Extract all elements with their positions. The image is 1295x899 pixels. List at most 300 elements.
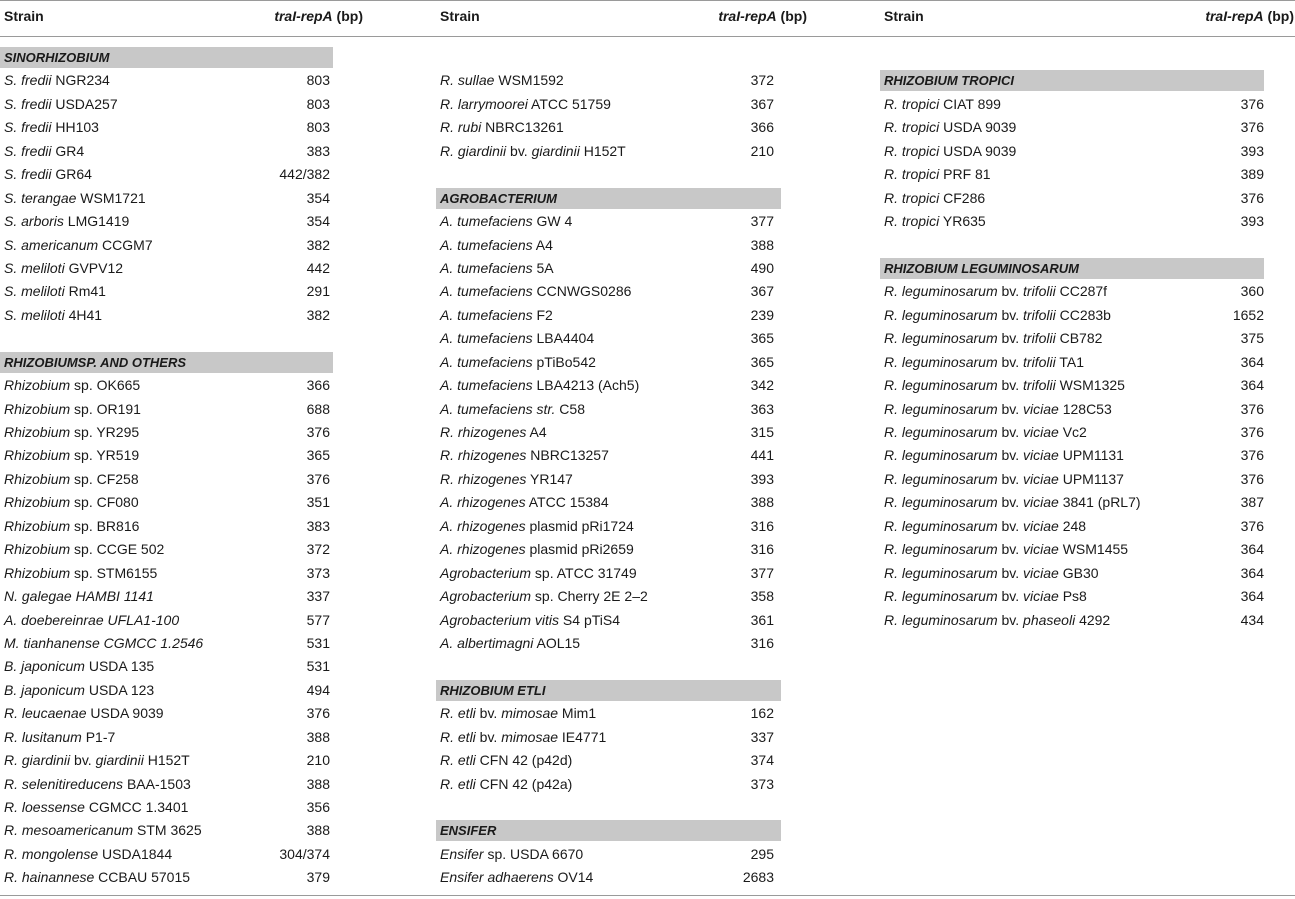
strain-id: Mim1: [558, 705, 597, 722]
strain-name: [4, 491, 139, 514]
strain-name: [440, 515, 634, 538]
strain-name: [884, 351, 1084, 374]
length-value: 803: [306, 72, 330, 89]
length-value: 316: [750, 517, 774, 534]
length-value: 337: [306, 588, 330, 605]
table-row: [436, 69, 807, 92]
strain-id: 128C53: [1058, 400, 1112, 417]
strain-italic: A. tumefaciens: [440, 236, 533, 253]
section-header: [0, 46, 363, 69]
strain-name: [440, 327, 594, 350]
length-value: 441: [750, 447, 774, 464]
length-value: 388: [306, 775, 330, 792]
column-rows: [436, 46, 807, 890]
table-row: [880, 163, 1294, 186]
table-row: [0, 210, 363, 233]
strain-italic: A. tumefaciens: [440, 306, 533, 323]
length-value: 304/374: [279, 845, 330, 862]
section-title: ENSIFER: [436, 820, 781, 841]
strain-name: [4, 515, 139, 538]
strain-name: [440, 562, 637, 585]
length-value: 531: [306, 634, 330, 651]
length-value: 393: [750, 470, 774, 487]
strain-text: LBA4213 (Ach5): [532, 377, 640, 394]
length-header: traI-repA (bp): [718, 8, 807, 24]
strain-name: [4, 843, 172, 866]
strain-italic: R. loessense: [4, 799, 85, 815]
strain-text: bv.: [997, 377, 1024, 394]
strain-text: bv.: [997, 588, 1024, 605]
length-value: 364: [1240, 377, 1264, 394]
strain-name: [884, 515, 1086, 538]
strain-name: [4, 234, 153, 257]
strain-italic: R. leguminosarum: [884, 353, 998, 370]
table-row: [436, 116, 807, 139]
section-header: [436, 187, 807, 210]
length-value: 364: [1240, 588, 1264, 605]
strain-id: 4292: [1075, 611, 1111, 628]
strain-name: [440, 749, 572, 772]
strain-italic: Agrobacterium: [440, 564, 532, 581]
strain-name: [4, 421, 139, 444]
strain-text: HH103: [51, 119, 99, 136]
strain-name: [884, 327, 1102, 350]
table-row: [436, 702, 807, 725]
table-row: [880, 491, 1294, 514]
length-value: 377: [750, 213, 774, 230]
table-row: [436, 140, 807, 163]
strain-text: sp. STM6155: [70, 564, 158, 581]
strain-italic: R. selenitireducens: [4, 775, 124, 792]
strain-text: NBRC13257: [526, 447, 609, 464]
strain-biovar: mimosae: [501, 705, 559, 722]
table-row: [880, 468, 1294, 491]
strain-text: bv.: [997, 424, 1024, 440]
length-value: 210: [306, 752, 330, 769]
strain-text: CF286: [939, 189, 986, 206]
length-value: 393: [1240, 142, 1264, 159]
strain-id: CB782: [1055, 330, 1103, 347]
column-header: [880, 8, 1294, 28]
strain-name: [440, 210, 572, 233]
strain-name: [4, 609, 179, 632]
table-row: [436, 866, 807, 889]
strain-text: bv.: [997, 541, 1024, 558]
strain-italic: R. tropici: [884, 213, 940, 230]
strain-text: WSM1592: [494, 72, 564, 89]
strain-italic: R. leguminosarum: [884, 424, 998, 440]
strain-name: [884, 538, 1128, 561]
table-row: [880, 562, 1294, 585]
length-value: 688: [306, 400, 330, 417]
strain-id: TA1: [1055, 353, 1084, 370]
column-rows: [0, 46, 363, 890]
table-row: [880, 538, 1294, 561]
length-header: traI-repA (bp): [1205, 8, 1294, 24]
section-header: [436, 679, 807, 702]
strain-italic: A. rhizogenes: [440, 517, 526, 534]
table-row: [880, 280, 1294, 303]
strain-name: [440, 538, 634, 561]
strain-id: UPM1137: [1058, 470, 1124, 487]
strain-italic: Rhizobium: [4, 494, 71, 511]
strain-italic: S. fredii: [4, 95, 52, 112]
length-value: 377: [750, 564, 774, 581]
strain-name: [4, 69, 110, 92]
strain-italic: R. leguminosarum: [884, 447, 998, 464]
strain-name: [4, 116, 99, 139]
strain-name: [884, 609, 1110, 632]
strain-name: [4, 398, 141, 421]
strain-italic: S. fredii: [4, 72, 52, 89]
strain-name: [440, 632, 580, 655]
strain-text: USDA257: [51, 95, 118, 112]
strain-name: [4, 702, 164, 725]
table-row: [0, 234, 363, 257]
strain-name: [884, 374, 1125, 397]
table-row: [880, 140, 1294, 163]
strain-text: F2: [532, 306, 553, 323]
length-value: 376: [1240, 470, 1264, 487]
strain-text: sp. OK665: [70, 377, 141, 394]
strain-name: [4, 632, 203, 655]
length-value: 366: [750, 119, 774, 136]
strain-italic: R. etli: [440, 775, 476, 792]
strain-name: [4, 585, 154, 608]
strain-name: [884, 304, 1111, 327]
table-row: [880, 444, 1294, 467]
length-value: 383: [306, 142, 330, 159]
strain-id: WSM1325: [1055, 377, 1125, 394]
strain-italic: A. tumefaciens: [440, 259, 533, 276]
strain-text: P1-7: [81, 728, 116, 745]
strain-biovar: trifolii: [1023, 283, 1056, 300]
strain-name: [440, 374, 639, 397]
strain-name: [884, 93, 1001, 116]
strain-id: CC287f: [1055, 283, 1108, 300]
strain-id: H152T: [143, 752, 190, 769]
strain-text: WSM1721: [76, 189, 146, 206]
strain-biovar: trifolii: [1023, 306, 1056, 323]
length-value: 2683: [742, 869, 774, 886]
table-row: [0, 866, 363, 889]
strain-name: [440, 140, 626, 163]
strain-italic: R. tropici: [884, 142, 940, 159]
strain-italic: R. rhizogenes: [440, 424, 527, 440]
length-value: 162: [750, 705, 774, 722]
strain-italic: R. rhizogenes: [440, 470, 527, 487]
section-header: [880, 69, 1294, 92]
strain-text: bv.: [997, 447, 1024, 464]
strain-text: GR4: [51, 142, 85, 159]
strain-text: STM 3625: [133, 822, 202, 839]
strain-italic: Rhizobium: [4, 377, 71, 394]
strain-name: [4, 819, 202, 842]
column-header: [0, 8, 363, 28]
strain-name: [440, 234, 553, 257]
strain-id: Vc2: [1058, 424, 1087, 440]
table-row: [0, 726, 363, 749]
table-row: [436, 585, 807, 608]
table-row: [880, 515, 1294, 538]
strain-text: CCBAU 57015: [94, 869, 191, 886]
strain-italic: R. etli: [440, 728, 476, 745]
table-row: [436, 749, 807, 772]
strain-text: sp. OR191: [70, 400, 141, 417]
strain-name: [4, 257, 123, 280]
strain-biovar: viciae: [1023, 541, 1059, 558]
strain-text: USDA1844: [98, 845, 173, 862]
strain-italic: R. hainannese: [4, 869, 95, 886]
strain-name: [440, 421, 547, 444]
section-title: RHIZOBIUMSP. AND OTHERS: [0, 352, 333, 373]
length-value: 376: [306, 470, 330, 487]
length-value: 364: [1240, 564, 1264, 581]
strain-name: [440, 585, 648, 608]
strain-italic: S. terangae: [4, 189, 77, 206]
strain-italic: R. tropici: [884, 95, 940, 112]
header-rule: [0, 36, 1295, 37]
length-value: 376: [1240, 119, 1264, 136]
strain-text: BAA-1503: [123, 775, 191, 792]
strain-text: bv.: [997, 353, 1024, 370]
table-row: [0, 187, 363, 210]
length-value: 316: [750, 541, 774, 558]
length-value: 490: [750, 259, 774, 276]
top-rule: [0, 0, 1295, 1]
strain-italic: M. tianhanense CGMCC 1.2546: [4, 634, 204, 651]
strain-biovar: viciae: [1023, 517, 1059, 534]
length-value: 379: [306, 869, 330, 886]
table-row: [0, 468, 363, 491]
table-row: [880, 116, 1294, 139]
length-value: 367: [750, 95, 774, 112]
table-row: [436, 93, 807, 116]
strain-name: [884, 562, 1099, 585]
strain-italic: S. arboris: [4, 213, 64, 230]
strain-italic: B. japonicum: [4, 681, 85, 698]
table-row: [436, 444, 807, 467]
length-value: 376: [306, 705, 330, 722]
strain-italic: S. fredii: [4, 142, 52, 159]
length-value: 376: [1240, 424, 1264, 440]
strain-text: bv.: [70, 752, 96, 769]
table-row: [436, 210, 807, 233]
strain-text: NGR234: [51, 72, 110, 89]
table-row: [436, 726, 807, 749]
spacer: [436, 796, 807, 819]
strain-id: H152T: [579, 142, 626, 159]
strain-italic: Rhizobium: [4, 470, 71, 487]
strain-italic: R. leucaenae: [4, 705, 87, 722]
table-row: [0, 398, 363, 421]
length-value: 365: [750, 330, 774, 347]
strain-text: USDA 9039: [86, 705, 164, 722]
length-value: 315: [750, 424, 774, 440]
length-value: 365: [750, 353, 774, 370]
strain-name: [440, 726, 606, 749]
section-header: [436, 819, 807, 842]
length-value: 442/382: [279, 166, 330, 183]
strain-text: C58: [555, 400, 585, 417]
strain-text: YR635: [939, 213, 986, 230]
strain-name: [4, 726, 115, 749]
spacer: [880, 234, 1294, 257]
table-row: [0, 796, 363, 819]
strain-text: USDA 9039: [939, 119, 1017, 136]
strain-name: [440, 702, 596, 725]
length-value: 434: [1240, 611, 1264, 628]
spacer: [436, 655, 807, 678]
strain-italic: S. fredii: [4, 119, 52, 136]
strain-italic: R. mongolense: [4, 845, 99, 862]
length-value: 388: [306, 822, 330, 839]
strain-italic: Rhizobium: [4, 400, 71, 417]
spacer: [0, 327, 363, 350]
table-row: [0, 515, 363, 538]
strain-name: [440, 398, 585, 421]
strain-name: [440, 257, 554, 280]
strain-name: [884, 585, 1087, 608]
table-row: [0, 491, 363, 514]
strain-italic: N. galegae HAMBI 1141: [4, 588, 154, 605]
strain-italic: R. tropici: [884, 166, 940, 183]
strain-text: LBA4404: [532, 330, 595, 347]
table-row: [0, 69, 363, 92]
strain-italic: Agrobacterium: [440, 588, 532, 605]
table-row: [880, 374, 1294, 397]
length-value: 388: [750, 494, 774, 511]
strain-name: [440, 843, 583, 866]
strain-name: [440, 116, 564, 139]
strain-italic: R. leguminosarum: [884, 330, 998, 347]
length-value: 803: [306, 95, 330, 112]
strain-text: bv.: [506, 142, 532, 159]
strain-italic: Ensifer adhaerens: [440, 869, 554, 886]
strain-italic: R. sullae: [440, 72, 495, 89]
strain-biovar: phaseoli: [1023, 611, 1076, 628]
strain-text: sp. ATCC 31749: [531, 564, 637, 581]
strain-text: sp. YR519: [70, 447, 140, 464]
strain-text: sp. USDA 6670: [483, 845, 584, 862]
strain-italic: Rhizobium: [4, 447, 71, 464]
strain-id: 3841 (pRL7): [1058, 494, 1141, 511]
strain-italic: A. rhizogenes: [440, 541, 526, 558]
strain-name: [4, 140, 84, 163]
strain-text: GR64: [51, 166, 92, 183]
length-value: 375: [1240, 330, 1264, 347]
strain-italic: R. etli: [440, 705, 476, 722]
strain-biovar: viciae: [1023, 470, 1059, 487]
strain-text: AOL15: [533, 634, 581, 651]
strain-biovar: trifolii: [1023, 377, 1056, 394]
strain-italic: R. giardinii: [440, 142, 507, 159]
table-row: [0, 444, 363, 467]
strain-italic: S. americanum: [4, 236, 99, 253]
strain-text: YR147: [526, 470, 573, 487]
strain-text: Rm41: [64, 283, 106, 300]
strain-italic: S. meliloti: [4, 306, 65, 323]
table-row: [436, 351, 807, 374]
strain-name: [884, 398, 1112, 421]
strain-text: GVPV12: [64, 259, 124, 276]
strain-text: CFN 42 (p42d): [475, 752, 573, 769]
table-row: [0, 140, 363, 163]
strain-header: Strain: [440, 8, 480, 24]
strain-name: [4, 93, 118, 116]
strain-text: sp. CF080: [70, 494, 139, 511]
table-row: [0, 374, 363, 397]
strain-text: sp. BR816: [70, 517, 140, 534]
strain-name: [4, 655, 154, 678]
length-value: 363: [750, 400, 774, 417]
strain-name: [440, 351, 596, 374]
table-row: [0, 421, 363, 444]
spacer: [880, 46, 1294, 69]
table-row: [0, 538, 363, 561]
table-row: [0, 304, 363, 327]
strain-text: ATCC 51759: [527, 95, 611, 112]
strain-italic: S. meliloti: [4, 283, 65, 300]
strain-biovar: viciae: [1023, 588, 1059, 605]
table-row: [880, 304, 1294, 327]
strain-italic: R. leguminosarum: [884, 564, 998, 581]
strain-italic: R. leguminosarum: [884, 400, 998, 417]
strain-header: Strain: [884, 8, 924, 24]
table-row: [436, 280, 807, 303]
strain-name: [440, 866, 593, 889]
strain-name: [4, 796, 188, 819]
strain-biovar: giardinii: [95, 752, 144, 769]
spacer: [436, 163, 807, 186]
strain-header: Strain: [4, 8, 44, 24]
table-row: [0, 773, 363, 796]
strain-id: Ps8: [1058, 588, 1087, 605]
strain-text: NBRC13261: [481, 119, 564, 136]
strain-text: bv.: [997, 611, 1024, 628]
section-title: SINORHIZOBIUM: [0, 47, 333, 68]
strain-text: bv.: [475, 728, 502, 745]
length-value: 364: [1240, 353, 1264, 370]
strain-text: CGMCC 1.3401: [84, 799, 189, 815]
table-row: [436, 398, 807, 421]
strain-text: CIAT 899: [939, 95, 1001, 112]
strain-italic: Agrobacterium vitis: [440, 611, 560, 628]
section-header: [0, 351, 363, 374]
length-value: 442: [306, 259, 330, 276]
section-header: [880, 257, 1294, 280]
length-value: 383: [306, 517, 330, 534]
table-row: [0, 749, 363, 772]
table-row: [0, 679, 363, 702]
length-value: 376: [1240, 400, 1264, 417]
length-value: 373: [306, 564, 330, 581]
strain-italic: R. lusitanum: [4, 728, 82, 745]
length-value: 1652: [1232, 306, 1264, 323]
length-value: 376: [1240, 517, 1264, 534]
strain-name: [4, 866, 190, 889]
table-row: [880, 421, 1294, 444]
strain-italic: R. leguminosarum: [884, 283, 998, 300]
length-value: 342: [750, 377, 774, 394]
strain-name: [884, 421, 1087, 444]
length-value: 361: [750, 611, 774, 628]
strain-text: ATCC 15384: [525, 494, 609, 511]
strain-name: [4, 679, 154, 702]
length-value: 295: [750, 845, 774, 862]
table-row: [0, 585, 363, 608]
table-row: [880, 585, 1294, 608]
